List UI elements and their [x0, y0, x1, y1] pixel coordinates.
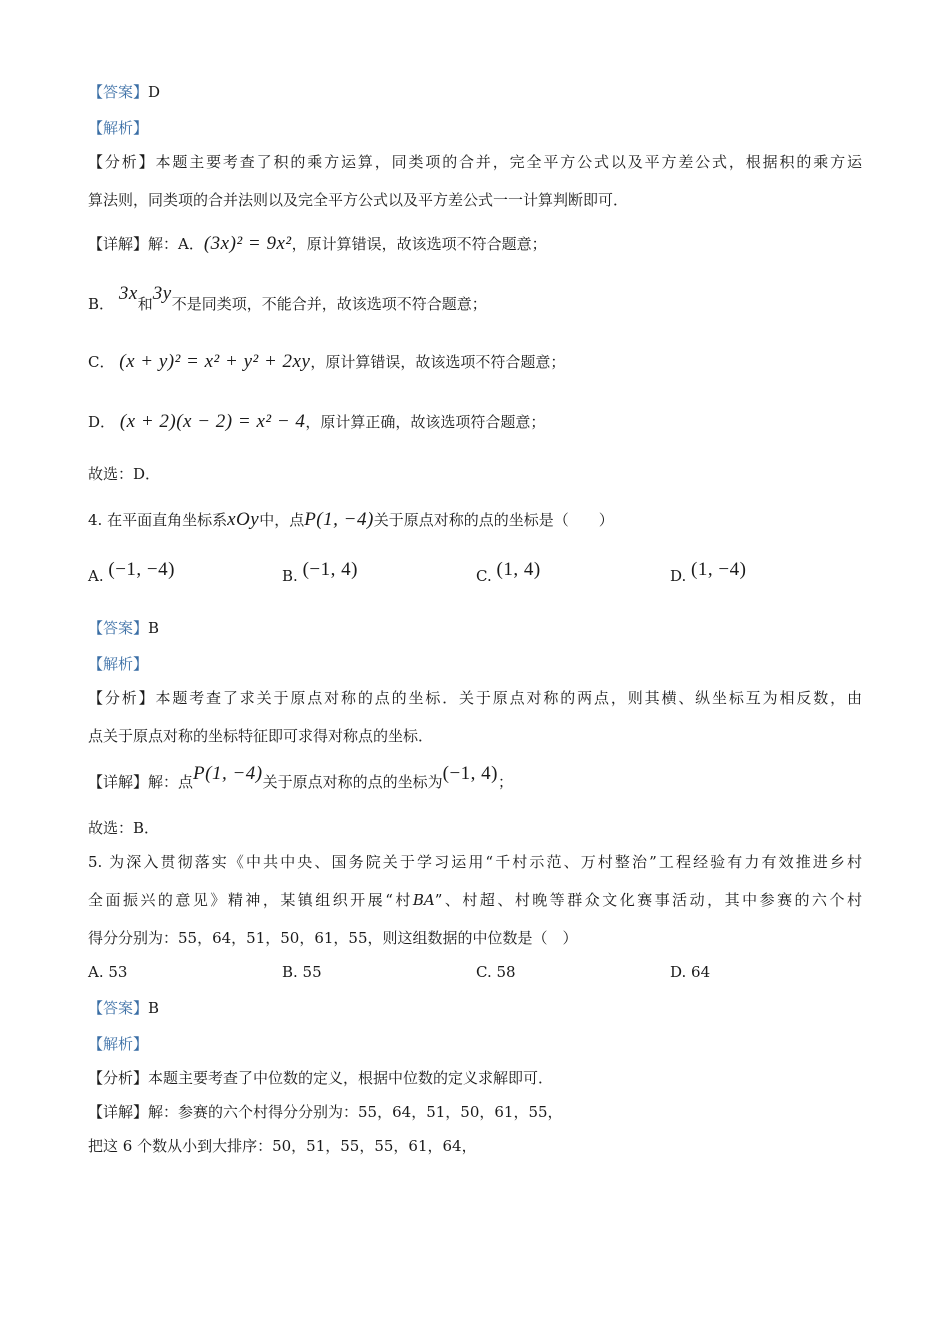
q4-stem-pre: 4. 在平面直角坐标系 [88, 511, 228, 529]
q5-xiangjie-line-1 [88, 1102, 563, 1122]
fenxi-tag: 【分析】 [88, 689, 156, 707]
q4-option-a [88, 559, 175, 586]
option-label: B. [282, 567, 298, 585]
q4-conclusion: 故选：B． [88, 819, 160, 837]
option-d-formula: (x + 2)(x − 2) = x² − 4 [119, 411, 306, 432]
fenxi-tag: 【分析】 [88, 153, 156, 171]
q5-fenxi-line-1 [88, 1068, 553, 1088]
option-value: (1, 4) [496, 559, 541, 580]
xiangjie-tag: 【详解】 [88, 1103, 149, 1121]
q4-fenxi-line-2: 点关于原点对称的坐标特征即可求得对称点的坐标． [88, 727, 434, 745]
fenxi-tag: 【分析】 [88, 1069, 149, 1087]
option-value: (−1, −4) [108, 559, 175, 580]
q4-xiangjie [88, 763, 514, 792]
q5-answer-line [88, 998, 159, 1018]
answer-tag: 【答案】 [88, 999, 149, 1017]
q4-point-p-formula: P(1, −4) [193, 763, 263, 784]
answer-value: B [148, 619, 160, 637]
option-a-formula: (3x)² = 9x² [203, 233, 292, 254]
xiangjie-text: 解：参赛的六个村得分分别为：55，64，51，50，61，55， [148, 1103, 563, 1121]
option-b-prefix: B． [88, 295, 115, 313]
q3-answer-line [88, 82, 160, 102]
q4-coordinate-system: xOy [227, 509, 260, 530]
q3-option-a-detail [88, 234, 547, 254]
option-c-prefix: C． [88, 353, 115, 371]
fenxi-text: 本题考查了求关于原点对称的点的坐标．关于原点对称的两点，则其横、纵坐标互为相反数，由 [155, 689, 862, 707]
option-label: A. [88, 567, 104, 585]
answer-value: D [148, 83, 161, 101]
option-b-and: 和 [137, 295, 153, 313]
xiangjie-tag: 【详解】 [88, 235, 149, 253]
q5-stem-ba: BA [412, 891, 435, 909]
q4-fenxi-line-1 [88, 688, 862, 708]
option-label: C. [476, 567, 492, 585]
q5-option-d: D. 64 [670, 963, 711, 981]
q5-stem-line-2 [88, 890, 862, 910]
q5-analysis-tag: 【解析】 [88, 1035, 149, 1053]
option-b-verdict: 不是同类项，不能合并，故该选项不符合题意； [171, 295, 487, 313]
q4-option-d [670, 559, 747, 586]
q4-answer-line [88, 618, 159, 638]
option-label: D. [670, 567, 687, 585]
q3-analysis-tag: 【解析】 [88, 119, 149, 137]
q5-stem-2a: 全面振兴的意见》精神，某镇组织开展“村 [88, 891, 413, 909]
q5-stem-line-3: 得分分别为：55，64，51，50，61，55，则这组数据的中位数是（ ） [88, 929, 578, 947]
q4-symmetric-point: (−1, 4) [442, 763, 499, 784]
q3-fenxi-line-2: 算法则，同类项的合并法则以及完全平方公式以及平方差公式一一计算判断即可． [88, 191, 629, 209]
answer-tag: 【答案】 [88, 83, 149, 101]
option-d-prefix: D． [88, 413, 116, 431]
q4-point-p: P(1, −4) [304, 509, 374, 530]
option-c-formula: (x + y)² = x² + y² + 2xy [119, 351, 311, 372]
q3-option-c-detail [88, 352, 565, 372]
xiangjie-pre: 解：点 [148, 773, 194, 791]
q4-stem-mid: 中，点 [259, 511, 305, 529]
option-a-prefix: 解：A． [148, 235, 204, 253]
q5-option-c: C. 58 [476, 963, 516, 981]
q5-stem-2c: ”、村超、村晚等群众文化赛事活动，其中参赛的六个村 [434, 891, 863, 909]
xiangjie-tag: 【详解】 [88, 773, 149, 791]
q3-option-b-detail [88, 283, 487, 314]
xiangjie-post: ； [498, 773, 514, 791]
fenxi-text: 本题主要考查了积的乘方运算，同类项的合并，完全平方公式以及平方差公式，根据积的乘方运 [155, 153, 862, 171]
xiangjie-mid: 关于原点对称的点的坐标为 [262, 773, 443, 791]
option-value: (1, −4) [691, 559, 747, 580]
q5-option-b: B. 55 [282, 963, 322, 981]
option-c-verdict: ，原计算错误，故该选项不符合题意； [310, 353, 566, 371]
option-a-verdict: ，原计算错误，故该选项不符合题意； [291, 235, 547, 253]
q3-conclusion: 故选：D． [88, 465, 161, 483]
q5-xiangjie-line-2: 把这 6 个数从小到大排序：50，51，55，55，61，64， [88, 1137, 477, 1155]
q4-option-c [476, 559, 541, 586]
fenxi-text: 本题主要考查了中位数的定义，根据中位数的定义求解即可． [148, 1069, 554, 1087]
answer-tag: 【答案】 [88, 619, 149, 637]
answer-value: B [148, 999, 160, 1017]
option-d-verdict: ，原计算正确，故该选项符合题意； [305, 413, 546, 431]
q4-analysis-tag: 【解析】 [88, 655, 149, 673]
q3-fenxi-line-1 [88, 152, 862, 172]
q3-option-d-detail [88, 412, 545, 432]
q4-option-b [282, 559, 358, 586]
option-value: (−1, 4) [302, 559, 358, 580]
option-b-term-1: 3x [118, 283, 138, 304]
q4-stem-post: 关于原点对称的点的坐标是（ ） [373, 511, 614, 529]
q5-option-a: A. 53 [88, 963, 128, 981]
option-b-term-2: 3y [152, 283, 172, 304]
q4-stem [88, 510, 614, 530]
q5-stem-line-1: 5. 为深入贯彻落实《中共中央、国务院关于学习运用“千村示范、万村整治”工程经验有力有效推进乡村 [88, 853, 862, 871]
